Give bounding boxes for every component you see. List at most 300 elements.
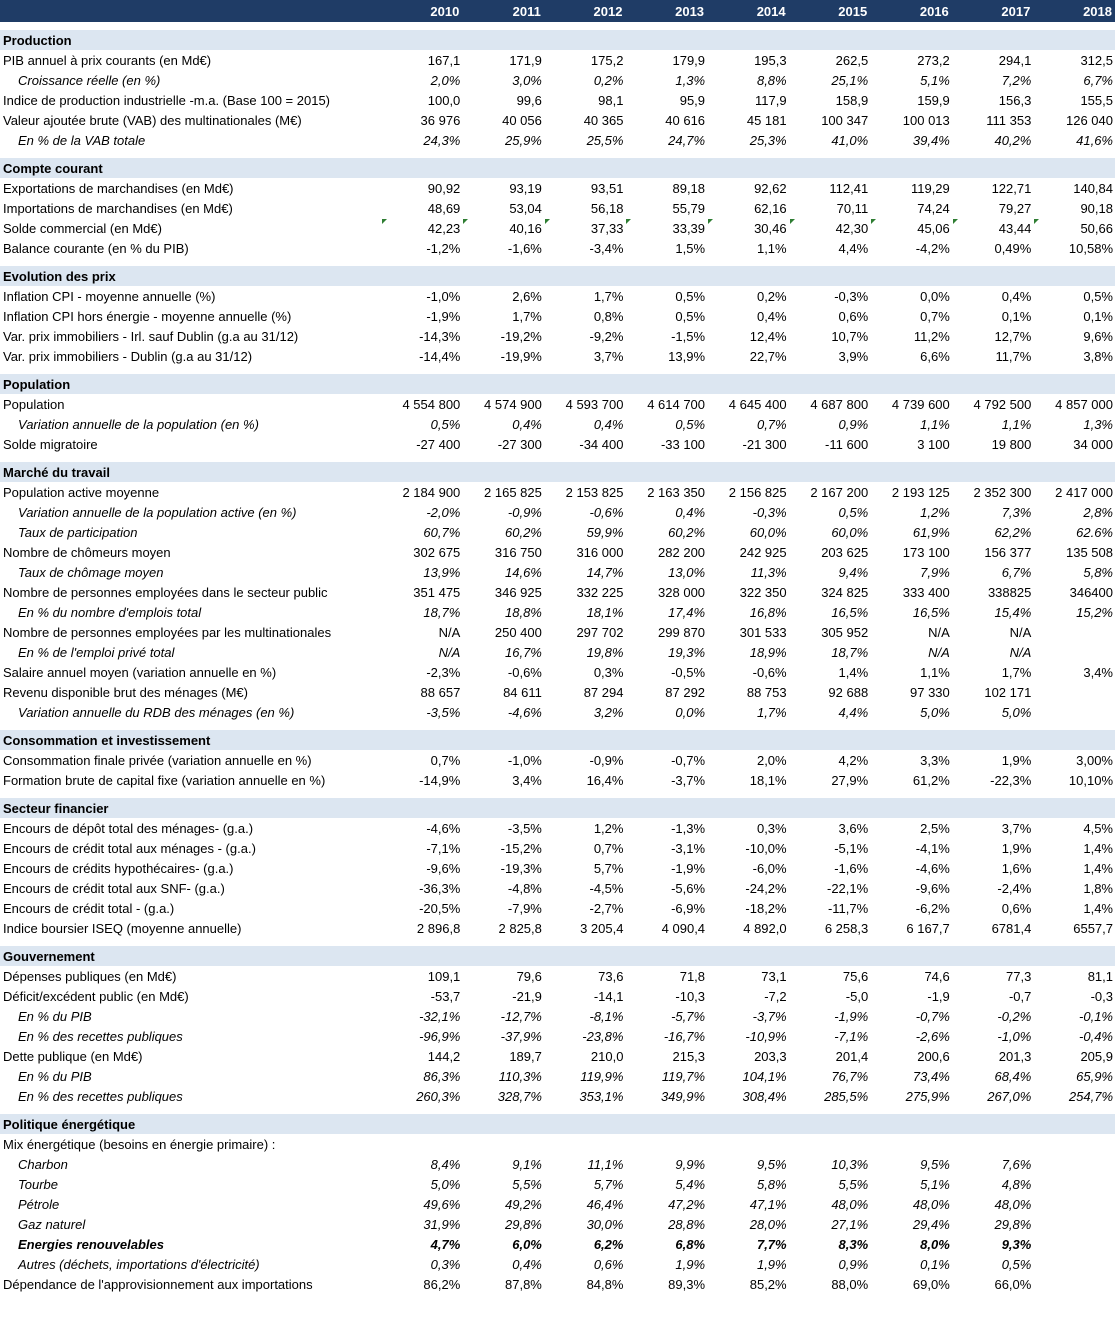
value-cell: 0,6% — [1001, 900, 1032, 916]
value-cell: 33,39 — [625, 218, 707, 238]
value-cell: 0,0% — [920, 288, 950, 304]
row-label: Var. prix immobiliers - Irl. sauf Dublin (g.a au 31/12) — [3, 328, 299, 344]
value-cell: 6781,4 — [991, 920, 1032, 936]
value-cell: 104,1% — [742, 1068, 787, 1084]
value-cell: -0,6% — [507, 664, 542, 680]
value-cell: 1,4% — [1083, 900, 1113, 916]
value-cell: 43,44 — [952, 218, 1034, 238]
value-cell: 61,9% — [912, 524, 950, 540]
value-cell: -3,7% — [671, 772, 706, 788]
value-cell: 1,1% — [1001, 416, 1032, 432]
table-row — [0, 130, 1115, 150]
table-row — [0, 838, 1115, 858]
value-cell: 88,0% — [831, 1276, 869, 1292]
row-label: PIB annuel à prix courants (en Md€) — [3, 52, 212, 68]
value-cell: 16,5% — [831, 604, 869, 620]
value-cell: -1,6% — [507, 240, 542, 256]
section-title: Politique énergétique — [0, 1114, 1115, 1134]
value-cell: 9,5% — [756, 1156, 787, 1172]
value-cell: N/A — [438, 624, 461, 640]
row-label: Nombre de chômeurs moyen — [3, 544, 171, 560]
value-cell: -7,1% — [834, 1028, 869, 1044]
value-cell: 31,9% — [423, 1216, 461, 1232]
value-cell: -11,7% — [827, 900, 869, 916]
value-cell: 41,0% — [831, 132, 869, 148]
row-label: Déficit/excédent public (en Md€) — [3, 988, 189, 1004]
value-cell: 92 688 — [828, 684, 869, 700]
value-cell: 7,7% — [756, 1236, 787, 1252]
table-row — [0, 682, 1115, 702]
row-label: Revenu disponible brut des ménages (M€) — [3, 684, 248, 700]
value-cell: -9,2% — [589, 328, 624, 344]
value-cell: -20,5% — [419, 900, 461, 916]
row-label: En % de l'emploi privé total — [18, 644, 175, 660]
value-cell: 0,4% — [512, 416, 542, 432]
value-cell: -33 100 — [660, 436, 706, 452]
value-cell: 6557,7 — [1073, 920, 1113, 936]
value-cell: 135 508 — [1066, 544, 1113, 560]
value-cell: 11,3% — [750, 564, 787, 580]
value-cell: -3,5% — [426, 704, 461, 720]
value-cell: 10,10% — [1068, 772, 1113, 788]
section-title: Population — [0, 374, 1115, 394]
value-cell: -2,7% — [589, 900, 624, 916]
value-cell: 346400 — [1069, 584, 1113, 600]
value-cell — [1033, 1214, 1115, 1234]
value-cell: 1,3% — [1083, 416, 1113, 432]
value-cell: 100 013 — [902, 112, 950, 128]
value-cell: 55,79 — [672, 200, 706, 216]
value-cell: 1,3% — [675, 72, 706, 88]
value-cell: N/A — [1009, 644, 1032, 660]
row-label: Encours de crédit total - (g.a.) — [3, 900, 175, 916]
value-cell: 87,8% — [505, 1276, 542, 1292]
row-label: En % des recettes publiques — [18, 1088, 183, 1104]
row-label: En % de la VAB totale — [18, 132, 146, 148]
value-cell: 1,4% — [1083, 860, 1113, 876]
table-row — [0, 1046, 1115, 1066]
value-cell: 338825 — [987, 584, 1032, 600]
value-cell: -0,7% — [671, 752, 706, 768]
row-label: Importations de marchandises (en Md€) — [3, 200, 233, 216]
section-title: Marché du travail — [0, 462, 1115, 482]
value-cell: 156,3 — [998, 92, 1032, 108]
value-cell: 312,5 — [1080, 52, 1113, 68]
value-cell: 36 976 — [420, 112, 461, 128]
value-cell: 62,2% — [994, 524, 1032, 540]
table-row — [0, 1154, 1115, 1174]
value-cell: 12,7% — [994, 328, 1032, 344]
table-row — [0, 582, 1115, 602]
value-cell: 0,3% — [756, 820, 787, 836]
value-cell: 14,6% — [505, 564, 542, 580]
value-cell: 17,4% — [668, 604, 706, 620]
section-spacer — [0, 722, 1115, 730]
value-cell: -4,1% — [915, 840, 950, 856]
value-cell: 73,1 — [761, 968, 787, 984]
value-cell: 203,3 — [754, 1048, 787, 1064]
row-label: Charbon — [18, 1156, 68, 1172]
row-label: Energies renouvelables — [18, 1236, 164, 1252]
value-cell: 6,6% — [920, 348, 950, 364]
value-cell: 75,6 — [842, 968, 869, 984]
value-cell: 66,0% — [994, 1276, 1032, 1292]
value-cell: 12,4% — [749, 328, 787, 344]
row-label: Salaire annuel moyen (variation annuelle en %) — [3, 664, 277, 680]
value-cell: 88 657 — [420, 684, 461, 700]
value-cell: -5,1% — [834, 840, 869, 856]
value-cell: 48,0% — [912, 1196, 950, 1212]
value-cell: -27 400 — [416, 436, 461, 452]
value-cell: -11 600 — [825, 436, 869, 452]
value-cell: -19,9% — [500, 348, 542, 364]
section-header-row — [0, 374, 1115, 394]
value-cell: 332 225 — [576, 584, 624, 600]
value-cell: 158,9 — [835, 92, 869, 108]
year-header: 2013 — [625, 0, 707, 22]
value-cell: 3 100 — [917, 436, 950, 452]
value-cell: 40 616 — [665, 112, 706, 128]
row-label: Encours de crédit total aux SNF- (g.a.) — [3, 880, 225, 896]
value-cell: 48,69 — [427, 200, 461, 216]
value-cell: -96,9% — [419, 1028, 461, 1044]
value-cell: 13,9% — [423, 564, 461, 580]
value-cell: 333 400 — [902, 584, 950, 600]
value-cell: 0,5% — [675, 416, 706, 432]
value-cell: 1,9% — [1001, 752, 1032, 768]
value-cell: 297 702 — [576, 624, 624, 640]
section-title: Evolution des prix — [0, 266, 1115, 286]
value-cell: 3,0% — [512, 72, 542, 88]
value-cell: 3,6% — [838, 820, 869, 836]
value-cell: 30,0% — [586, 1216, 624, 1232]
value-cell: 27,1% — [831, 1216, 869, 1232]
row-label: Encours de crédit total aux ménages - (g.a.) — [3, 840, 256, 856]
value-cell: 100,0 — [427, 92, 461, 108]
value-cell: 7,3% — [1001, 504, 1032, 520]
value-cell: 0,0% — [675, 704, 706, 720]
value-cell: -9,6% — [426, 860, 461, 876]
row-label: Dépenses publiques (en Md€) — [3, 968, 177, 984]
value-cell: 4 792 500 — [973, 396, 1032, 412]
value-cell: 0,5% — [838, 504, 869, 520]
value-cell: 3,2% — [593, 704, 624, 720]
value-cell: 15,4% — [994, 604, 1032, 620]
value-cell: 29,8% — [994, 1216, 1032, 1232]
value-cell: -14,4% — [419, 348, 461, 364]
row-label: Tourbe — [18, 1176, 58, 1192]
value-cell: -6,9% — [671, 900, 706, 916]
row-label: Var. prix immobiliers - Dublin (g.a au 31/12) — [3, 348, 253, 364]
value-cell — [1033, 1194, 1115, 1214]
value-cell: -12,7% — [500, 1008, 542, 1024]
value-cell: 47,1% — [749, 1196, 787, 1212]
value-cell: 100 347 — [821, 112, 869, 128]
row-label: Dette publique (en Md€) — [3, 1048, 143, 1064]
value-cell: -16,7% — [663, 1028, 706, 1044]
value-cell: 5,5% — [512, 1176, 542, 1192]
value-cell: 46,4% — [586, 1196, 624, 1212]
table-row — [0, 770, 1115, 790]
value-cell: 7,6% — [1001, 1156, 1032, 1172]
value-cell: -1,0% — [507, 752, 542, 768]
value-cell: 16,8% — [749, 604, 787, 620]
value-cell: -1,0% — [426, 288, 461, 304]
value-cell: 1,1% — [756, 240, 787, 256]
section-spacer — [0, 258, 1115, 266]
value-cell: 59,9% — [586, 524, 624, 540]
year-header: 2017 — [952, 0, 1034, 22]
value-cell — [707, 1134, 789, 1154]
spacer-cell — [0, 366, 1115, 374]
row-label: Inflation CPI - moyenne annuelle (%) — [3, 288, 216, 304]
value-cell: 328 000 — [658, 584, 706, 600]
table-row — [0, 818, 1115, 838]
value-cell: -2,4% — [997, 880, 1032, 896]
value-cell: 25,1% — [831, 72, 869, 88]
value-cell: -6,0% — [752, 860, 787, 876]
value-cell: 254,7% — [1068, 1088, 1113, 1104]
value-cell: 0,1% — [1083, 308, 1113, 324]
table-row — [0, 414, 1115, 434]
year-header: 2018 — [1033, 0, 1115, 22]
value-cell: 62,16 — [754, 200, 787, 216]
value-cell: 2 193 125 — [891, 484, 950, 500]
value-cell: 85,2% — [749, 1276, 787, 1292]
value-cell: 5,1% — [920, 72, 950, 88]
table-row — [0, 1274, 1115, 1294]
section-title: Consommation et investissement — [0, 730, 1115, 750]
value-cell: -4,6% — [915, 860, 950, 876]
value-cell: -3,5% — [507, 820, 542, 836]
value-cell: -24,2% — [745, 880, 787, 896]
value-cell: 6,7% — [1083, 72, 1113, 88]
table-row — [0, 218, 1115, 238]
value-cell: 0,4% — [756, 308, 787, 324]
value-cell: -4,6% — [507, 704, 542, 720]
row-label: Pétrole — [18, 1196, 60, 1212]
value-cell: 1,7% — [593, 288, 624, 304]
value-cell: 0,9% — [838, 1256, 869, 1272]
value-cell: 1,1% — [920, 416, 950, 432]
year-header: 2011 — [462, 0, 544, 22]
value-cell: 4 645 400 — [728, 396, 787, 412]
value-cell: -1,9% — [834, 1008, 869, 1024]
value-cell: 14,7% — [586, 564, 624, 580]
value-cell: 40 056 — [502, 112, 542, 128]
value-cell: 92,62 — [754, 180, 787, 196]
table-row — [0, 1066, 1115, 1086]
value-cell: 7,9% — [920, 564, 950, 580]
value-cell: 5,7% — [593, 1176, 624, 1192]
table-row — [0, 482, 1115, 502]
value-cell: 19,8% — [586, 644, 624, 660]
table-row — [0, 110, 1115, 130]
value-cell: N/A — [928, 644, 950, 660]
value-cell: 76,7% — [831, 1068, 869, 1084]
value-cell: 89,3% — [668, 1276, 706, 1292]
value-cell: 322 350 — [739, 584, 787, 600]
value-cell: 10,3% — [831, 1156, 869, 1172]
row-label: Mix énergétique (besoins en énergie primaire) : — [3, 1136, 276, 1152]
value-cell: 86,3% — [423, 1068, 461, 1084]
section-header-row — [0, 30, 1115, 50]
value-cell: 73,6 — [598, 968, 624, 984]
value-cell: 97 330 — [910, 684, 950, 700]
value-cell: -0,7 — [1008, 988, 1032, 1004]
value-cell: -10,0% — [745, 840, 787, 856]
value-cell: 2 352 300 — [973, 484, 1032, 500]
row-label: Formation brute de capital fixe (variation annuelle en %) — [3, 772, 326, 788]
row-label: En % du PIB — [18, 1008, 92, 1024]
value-cell — [1033, 1134, 1115, 1154]
value-cell: -19,2% — [500, 328, 542, 344]
value-cell: -14,9% — [419, 772, 461, 788]
table-row — [0, 346, 1115, 366]
value-cell: 42,23 — [381, 218, 463, 238]
value-cell: 95,9 — [679, 92, 706, 108]
value-cell: 8,8% — [756, 72, 787, 88]
value-cell: 4 614 700 — [647, 396, 706, 412]
value-cell: 18,7% — [831, 644, 869, 660]
value-cell: -1,2% — [426, 240, 461, 256]
value-cell: 0,7% — [430, 752, 461, 768]
value-cell: -0,3% — [752, 504, 787, 520]
table-row — [0, 1006, 1115, 1026]
row-label: En % du PIB — [18, 1068, 92, 1084]
value-cell: -0,2% — [997, 1008, 1032, 1024]
value-cell: 302 675 — [413, 544, 461, 560]
value-cell: 273,2 — [917, 52, 950, 68]
value-cell: 60,7% — [423, 524, 461, 540]
value-cell: 3,3% — [920, 752, 950, 768]
value-cell: 84,8% — [586, 1276, 624, 1292]
value-cell: -5,6% — [671, 880, 706, 896]
value-cell: 1,9% — [756, 1256, 787, 1272]
table-row — [0, 70, 1115, 90]
value-cell — [1033, 1234, 1115, 1254]
section-header-row — [0, 158, 1115, 178]
value-cell: 0,5% — [430, 416, 461, 432]
section-title: Secteur financier — [0, 798, 1115, 818]
value-cell: N/A — [928, 624, 950, 640]
value-cell: 6,0% — [512, 1236, 542, 1252]
value-cell: -0,6% — [752, 664, 787, 680]
value-cell: 1,2% — [593, 820, 624, 836]
value-cell: -10,3 — [675, 988, 706, 1004]
value-cell: 13,9% — [668, 348, 706, 364]
value-cell: 9,6% — [1083, 328, 1113, 344]
value-cell — [1033, 622, 1115, 642]
value-cell: 41,6% — [1076, 132, 1113, 148]
table-row — [0, 198, 1115, 218]
value-cell: 175,2 — [590, 52, 624, 68]
value-cell: 1,9% — [675, 1256, 706, 1272]
value-cell: 87 294 — [583, 684, 624, 700]
value-cell: 40,16 — [462, 218, 544, 238]
value-cell: -15,2% — [500, 840, 542, 856]
value-cell: -23,8% — [582, 1028, 624, 1044]
value-cell: 24,3% — [423, 132, 461, 148]
value-cell: 1,7% — [756, 704, 787, 720]
value-cell: 16,5% — [912, 604, 950, 620]
value-cell: 68,4% — [994, 1068, 1032, 1084]
header-corner-cell — [0, 0, 381, 22]
value-cell — [1033, 1274, 1115, 1294]
spacer-cell — [0, 454, 1115, 462]
row-label: En % du nombre d'emplois total — [18, 604, 202, 620]
table-body — [0, 22, 1115, 1294]
value-cell: -1,9% — [426, 308, 461, 324]
value-cell: 1,2% — [920, 504, 950, 520]
value-cell: 1,7% — [1001, 664, 1032, 680]
value-cell: 70,11 — [836, 200, 869, 216]
value-cell: 0,4% — [1001, 288, 1032, 304]
value-cell: 74,24 — [917, 200, 950, 216]
value-cell: -5,7% — [671, 1008, 706, 1024]
row-label: Dépendance de l'approvisionnement aux importations — [3, 1276, 313, 1292]
value-cell: -5,0 — [845, 988, 869, 1004]
table-row — [0, 286, 1115, 306]
value-cell: 10,7% — [831, 328, 869, 344]
value-cell: 0,5% — [1083, 288, 1113, 304]
year-header: 2010 — [381, 0, 463, 22]
value-cell: 324 825 — [821, 584, 869, 600]
value-cell: 6,8% — [675, 1236, 706, 1252]
year-header: 2015 — [789, 0, 871, 22]
value-cell: -32,1% — [419, 1008, 461, 1024]
value-cell: 5,5% — [838, 1176, 869, 1192]
value-cell: -0,3% — [834, 288, 869, 304]
value-cell: 0,4% — [675, 504, 706, 520]
value-cell: 84 611 — [503, 684, 542, 700]
value-cell: 4,2% — [838, 752, 869, 768]
value-cell: 3 205,4 — [580, 920, 624, 936]
value-cell: 18,1% — [586, 604, 624, 620]
year-header: 2016 — [870, 0, 952, 22]
value-cell — [1033, 1154, 1115, 1174]
value-cell: -37,9% — [500, 1028, 542, 1044]
section-spacer — [0, 790, 1115, 798]
value-cell: 109,1 — [427, 968, 461, 984]
value-cell: 2 825,8 — [498, 920, 542, 936]
section-spacer — [0, 150, 1115, 158]
value-cell: 16,4% — [586, 772, 624, 788]
value-cell: 29,4% — [912, 1216, 950, 1232]
value-cell: 1,9% — [1001, 840, 1032, 856]
value-cell: 3,9% — [838, 348, 869, 364]
table-row — [0, 1254, 1115, 1274]
value-cell: 9,3% — [1001, 1236, 1032, 1252]
value-cell: 9,9% — [675, 1156, 706, 1172]
value-cell: 48,0% — [994, 1196, 1032, 1212]
value-cell: -22,3% — [990, 772, 1032, 788]
value-cell: 18,9% — [749, 644, 787, 660]
value-cell: 285,5% — [824, 1088, 869, 1104]
table-row — [0, 898, 1115, 918]
value-cell: 3,7% — [1001, 820, 1032, 836]
value-cell — [952, 1134, 1034, 1154]
value-cell: 1,8% — [1083, 880, 1113, 896]
section-title: Gouvernement — [0, 946, 1115, 966]
value-cell: 93,19 — [509, 180, 542, 196]
row-label: Nombre de personnes employées par les multinationales — [3, 624, 332, 640]
value-cell: 2 163 350 — [647, 484, 706, 500]
row-label: Indice boursier ISEQ (moyenne annuelle) — [3, 920, 242, 936]
value-cell: 4,4% — [838, 240, 869, 256]
value-cell: 0,1% — [1001, 308, 1032, 324]
value-cell: 49,2% — [505, 1196, 542, 1212]
